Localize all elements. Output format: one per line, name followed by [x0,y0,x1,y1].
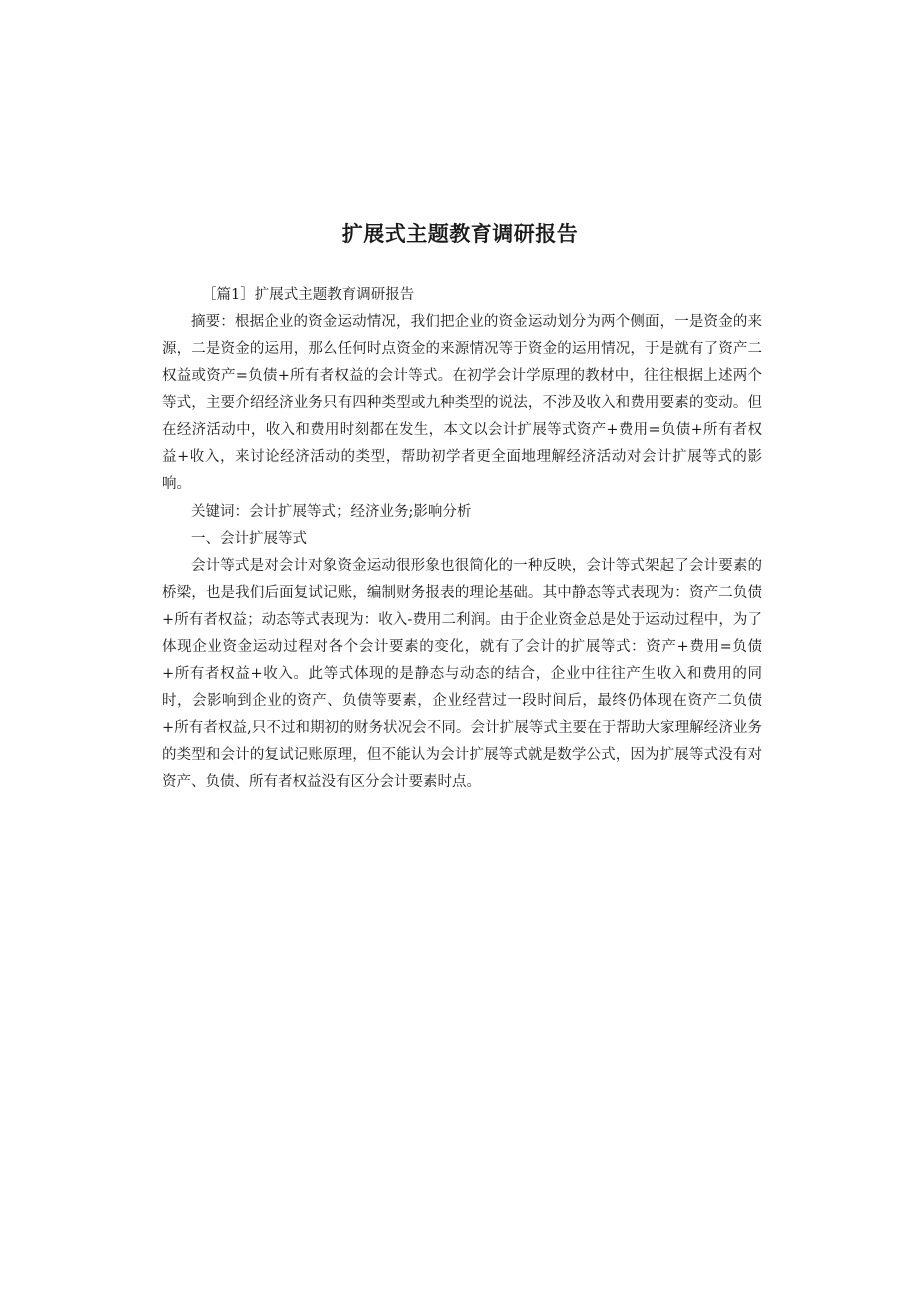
section-heading: 一、会计扩展等式 [191,531,307,547]
article-label: ［篇1］扩展式主题教育调研报告 [202,287,415,303]
document-title: 扩展式主题教育调研报告 [341,222,579,246]
document-body [162,282,762,796]
keywords-paragraph: 关键词：会计扩展等式；经济业务;影响分析 [191,504,472,520]
abstract-paragraph: 摘要：根据企业的资金运动情况，我们把企业的资金运动划分为两个侧面，一是资金的来源，二是资金的运用，那么任何时点资金的来源情况等于资金的运用情况，于是就有了资产二权益或资产=负债+所有者权益的会计等式。在初学会计学原理的教材中，往往根据上述两个等式，主要介绍经济业务只有四种类型或九种类型的说法，不涉及收入和费用要素的变动。但在经济活动中，收入和费用时刻都在发生，本文以会计扩展等式资产+费用=负债+所有者权益+收入，来讨论经济活动的类型，帮助初学者更全面地理解经济活动对会计扩展等式的影响。 [162,314,762,492]
body-paragraph: 会计等式是对会计对象资金运动很形象也很简化的一种反映，会计等式架起了会计要素的桥梁，也是我们后面复试记账，编制财务报表的理论基础。其中静态等式表现为：资产二负债+所有者权益；动态等式表现为：收入-费用二利润。由于企业资金总是处于运动过程中，为了体现企业资金运动过程对各个会计要素的变化，就有了会计的扩展等式：资产+费用=负债+所有者权益+收入。此等式体现的是静态与动态的结合，企业中往往产生收入和费用的同时，会影响到企业的资产、负债等要素，企业经营过一段时间后，最终仍体现在资产二负债+所有者权益,只不过和期初的财务状况会不同。会计扩展等式主要在于帮助大家理解经济业务的类型和会计的复试记账原理，但不能认为会计扩展等式就是数学公式，因为扩展等式没有对资产、负债、所有者权益没有区分会计要素时点。 [162,558,762,790]
